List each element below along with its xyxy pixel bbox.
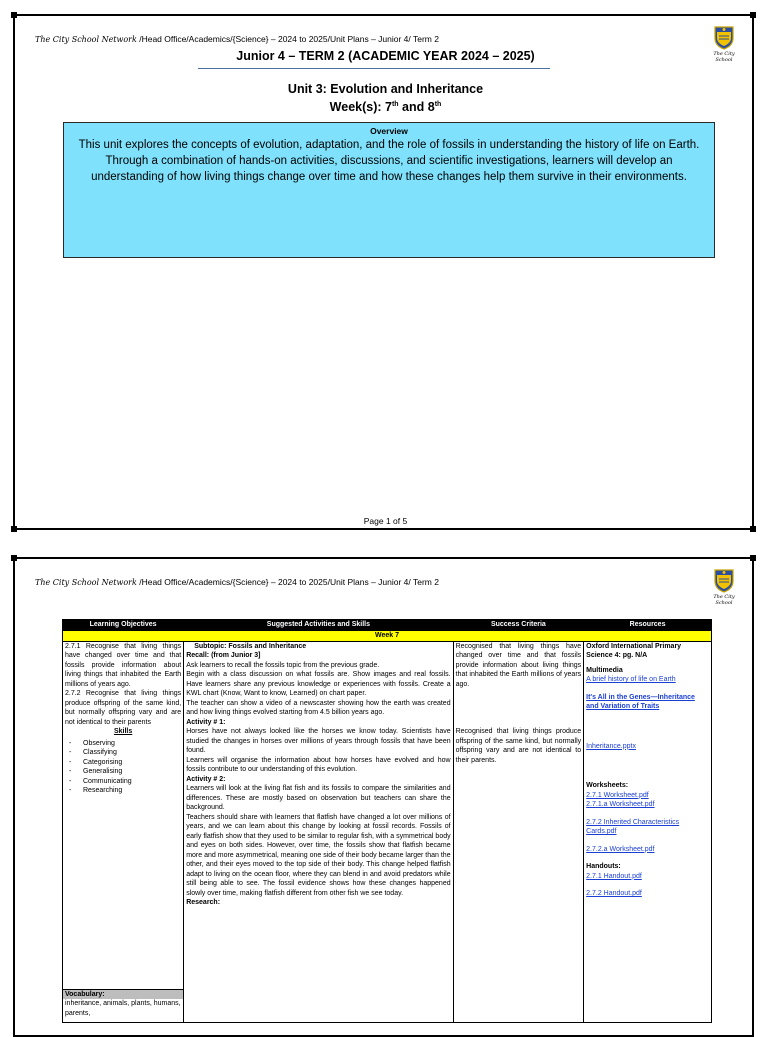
page-corner-marker (750, 555, 756, 561)
worksheet-link[interactable]: 2.7.2.a Worksheet.pdf (586, 845, 655, 853)
resource-link[interactable]: A brief history of life on Earth (586, 676, 676, 683)
page-corner-marker (11, 526, 17, 532)
list-item: - Categorising (65, 758, 181, 768)
page-number: Page 1 of 5 (363, 516, 408, 526)
vocabulary-heading: Vocabulary: (63, 989, 183, 1000)
overview-heading: Overview (370, 126, 408, 136)
table-row (63, 641, 712, 1022)
list-item: - Researching (65, 786, 181, 796)
week-label: Week 7 (63, 631, 712, 642)
vocabulary-block (65, 989, 181, 1019)
worksheet-link[interactable]: 2.7.1 Worksheet.pdf (586, 791, 649, 799)
vocabulary-text: inheritance, animals, plants, humans, parents, (65, 1000, 181, 1017)
worksheet-link[interactable]: 2.7.2 Inherited Characteristics Cards.pdf (586, 818, 680, 835)
column-header-success-criteria: Success Criteria (453, 620, 584, 631)
title-underline (198, 68, 550, 69)
header-path-text: /Head Office/Academics/{Science} – 2024 to 2025/Unit Plans – Junior 4/ Term 2 (136, 577, 439, 587)
weeks-title: Week(s): 7th and 8th (329, 100, 442, 114)
page-corner-marker (750, 12, 756, 18)
success-criteria-cell (453, 641, 584, 1022)
school-network-name: The City School Network (35, 578, 137, 587)
page-corner-marker (11, 12, 17, 18)
page-corner-marker (750, 526, 756, 532)
overview-text: This unit explores the concepts of evolution, adaptation, and the role of fossils in understanding the history of life on Earth. Through a combination of hands-on activities, discussions, and scientific investigations, learners will develop an understanding of how living things change over time and how these changes help them survive in their environments. (78, 139, 700, 183)
activity-paragraph: Begin with a class discussion on what fossils are. Show images and real fossils. Have learners share any previous knowledge or experiences with fossils. Create a KWL chart (Know, Want to know, Learned) on chart paper. (186, 671, 451, 697)
school-logo (704, 567, 744, 606)
resource-link[interactable]: Inheritance.pptx (586, 742, 636, 750)
objective-item: 2.7.2 Recognise that living things produce offspring of the same kind, but normally offspring vary and are not identical to their parents (65, 690, 182, 726)
objectives-cell (63, 641, 184, 1022)
school-network-name: The City School Network (35, 35, 137, 44)
worksheets-heading: Worksheets: (586, 782, 629, 789)
list-item: - Communicating (65, 777, 181, 787)
document-title: Junior 4 – TERM 2 (ACADEMIC YEAR 2024 – 2025) (236, 49, 535, 63)
column-header-activities: Suggested Activities and Skills (184, 620, 453, 631)
recall-heading: Recall: (from Junior 3] (186, 652, 261, 659)
objective-item: 2.7.1 Recognise that living things have changed over time and that fossils provide information about living things that inhabited the Earth millions of years ago. (65, 642, 182, 688)
activity-paragraph: The teacher can show a video of a newscaster showing how the earth was created and how living things evolved starting from 4.5 billion years ago. (186, 699, 451, 716)
textbook-reference: Oxford International Primary Science 4: pg. N/A (586, 642, 682, 659)
success-criterion: Recognised that living things produce offspring of the same kind, but normally offspring vary and are not identical to their parents. (455, 728, 582, 764)
school-crest-icon (713, 24, 735, 50)
table-header-row (63, 620, 712, 631)
resource-link[interactable]: It's All in the Genes—Inheritance and Variation of Traits (586, 693, 695, 710)
activity-2-heading: Activity # 2: (186, 775, 226, 783)
unit-plan-table (62, 619, 712, 1023)
header-path (35, 34, 439, 44)
skills-list (65, 739, 181, 796)
activities-cell (184, 641, 453, 1022)
list-item: - Generalising (65, 767, 181, 777)
subtopic-heading: Subtopic: Fossils and Inheritance (194, 642, 307, 650)
list-item: - Classifying (65, 748, 181, 758)
header-path (35, 577, 439, 587)
logo-caption: The City School (713, 51, 735, 63)
success-criterion: Recognised that living things have changed over time and that fossils provide information about living things that inhabited the Earth millions of years ago. (455, 642, 582, 688)
activity-paragraph: Teachers should share with learners that flatfish have changed a lot over millions of years, and we can learn about this change by looking at fossil records. Fossils of early flatfish show that they used to be similar to regular fish, with a symmetrical body and eyes on both sides. However, over time, the fossils show that flatfish became more and more asymmetrical, meaning one side of their body became larger than the other, and their eyes moved to the top side of their body. This change helped flatfish adapt to living on the ocean floor, where they can blend in and avoid predators while still being able to see. The fossil evidence shows how these changes happened slowly over time, making flatfish different from other fish we see today. (186, 813, 451, 897)
school-crest-icon (713, 567, 735, 593)
handouts-heading: Handouts: (586, 863, 621, 870)
header-path-text: /Head Office/Academics/{Science} – 2024 to 2025/Unit Plans – Junior 4/ Term 2 (136, 34, 439, 44)
worksheet-link[interactable]: 2.7.1.a Worksheet.pdf (586, 801, 655, 808)
research-heading: Research: (186, 899, 221, 906)
document-page-2 (13, 557, 754, 1037)
handout-link[interactable]: 2.7.2 Handout.pdf (586, 890, 642, 897)
activity-paragraph: Horses have not always looked like the horses we know today. Scientists have studied the changes in horses over millions of years through fossils that have been found. (186, 728, 451, 754)
activity-1-heading: Activity # 1: (186, 718, 226, 726)
handout-link[interactable]: 2.7.1 Handout.pdf (586, 872, 642, 880)
activity-paragraph: Ask learners to recall the fossils topic from the previous grade. (186, 661, 380, 669)
logo-caption: The City School (713, 594, 735, 606)
activity-paragraph: Learners will organise the information about how horses have evolved and how fossils contribute to our understanding of this evolution. (186, 756, 451, 773)
overview-box (63, 122, 715, 258)
column-header-resources: Resources (584, 620, 712, 631)
unit-title: Unit 3: Evolution and Inheritance (287, 82, 484, 96)
page-corner-marker (11, 555, 17, 561)
activity-paragraph: Learners will look at the living flat fish and its fossils to compare the similarities and differences. These are mostly based on observation but teachers can share the background. (186, 785, 451, 811)
list-item: - Observing (65, 739, 181, 749)
resources-cell (584, 641, 712, 1022)
multimedia-heading: Multimedia (586, 666, 623, 674)
skills-heading: Skills (113, 728, 133, 735)
column-header-learning-objectives: Learning Objectives (63, 620, 184, 631)
week-row (63, 631, 712, 642)
document-page-1 (13, 14, 754, 530)
